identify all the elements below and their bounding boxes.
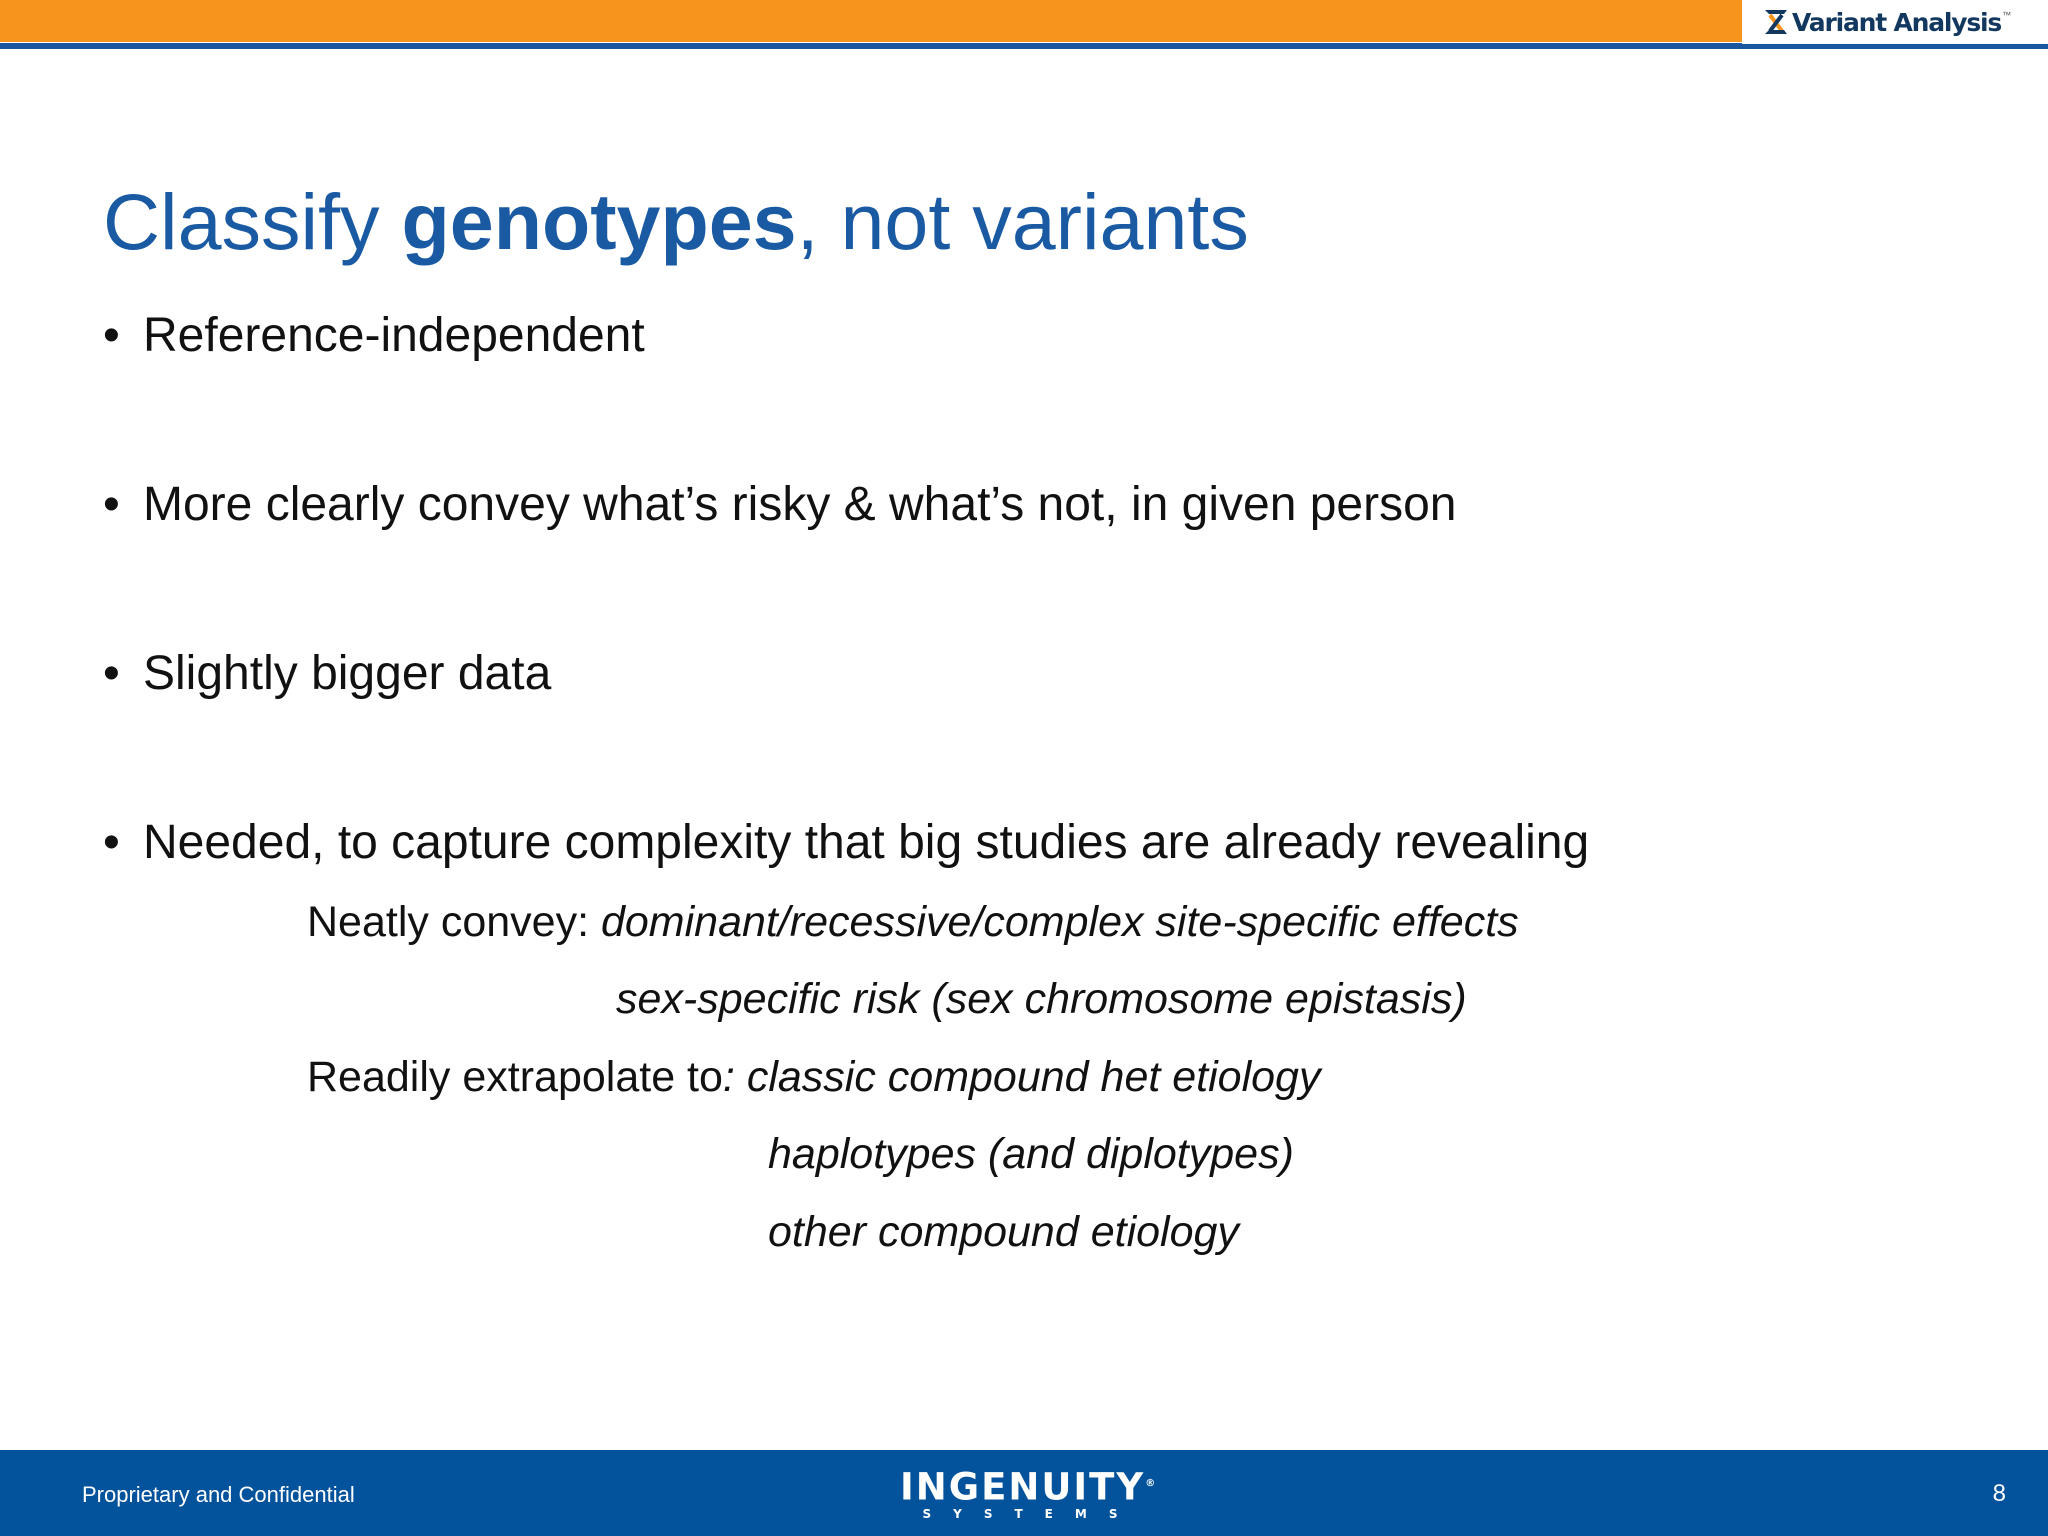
- ingenuity-logo-subtext: SYSTEMS: [922, 1507, 1140, 1522]
- neatly-convey-line-2: [616, 975, 1467, 1024]
- title-part-bold: genotypes: [401, 177, 797, 266]
- variant-analysis-icon: [1762, 7, 1790, 37]
- bullet-text: Needed, to capture complexity that big studies are already revealing: [143, 816, 1590, 869]
- bullet-text: More clearly convey what’s risky & what’s not, in given person: [143, 478, 1457, 531]
- readily-extrapolate-item: haplotypes (and diplotypes): [768, 1130, 1294, 1178]
- bullet-dot: •: [103, 647, 120, 700]
- ingenuity-logo-text: INGENUITY: [900, 1465, 1146, 1509]
- top-orange-bar: [0, 0, 2048, 42]
- readily-extrapolate-label: Readily extrapolate to: [307, 1053, 723, 1101]
- top-blue-rule: [0, 43, 2048, 49]
- readily-extrapolate-item: other compound etiology: [768, 1208, 1239, 1256]
- readily-extrapolate-line: [307, 1053, 1320, 1102]
- brand-name: Variant Analysis: [1792, 7, 2002, 37]
- ingenuity-registered-mark: ®: [1145, 1478, 1158, 1489]
- title-part-plain: Classify: [103, 177, 402, 266]
- bullet-text: Reference-independent: [143, 309, 645, 362]
- page-number: 8: [1992, 1480, 2006, 1507]
- bullet-item: [103, 477, 1456, 532]
- neatly-convey-item: dominant/recessive/complex site-specific effects: [600, 898, 1519, 946]
- neatly-convey-label: Neatly convey:: [307, 898, 601, 946]
- bullet-dot: •: [103, 816, 120, 869]
- readily-extrapolate-line-2: [768, 1130, 1294, 1179]
- readily-extrapolate-line-3: [768, 1208, 1239, 1257]
- brand-trademark: ™: [2002, 10, 2012, 20]
- bullet-item: [103, 646, 551, 701]
- title-part-end: , not variants: [796, 177, 1249, 266]
- neatly-convey-line: [307, 898, 1519, 947]
- neatly-convey-item: sex-specific risk (sex chromosome epistasis): [616, 975, 1467, 1023]
- bullet-dot: •: [103, 309, 120, 362]
- footer-bar: [0, 1450, 2048, 1536]
- bullet-dot: •: [103, 478, 120, 531]
- readily-extrapolate-item: : classic compound het etiology: [722, 1053, 1321, 1101]
- variant-analysis-logo: [1742, 0, 2048, 44]
- slide-title: [103, 176, 1249, 268]
- confidentiality-notice: Proprietary and Confidential: [82, 1482, 355, 1507]
- bullet-item: [103, 815, 1589, 870]
- ingenuity-logo: [900, 1464, 1158, 1522]
- bullet-text: Slightly bigger data: [143, 647, 552, 700]
- bullet-item: [103, 308, 645, 363]
